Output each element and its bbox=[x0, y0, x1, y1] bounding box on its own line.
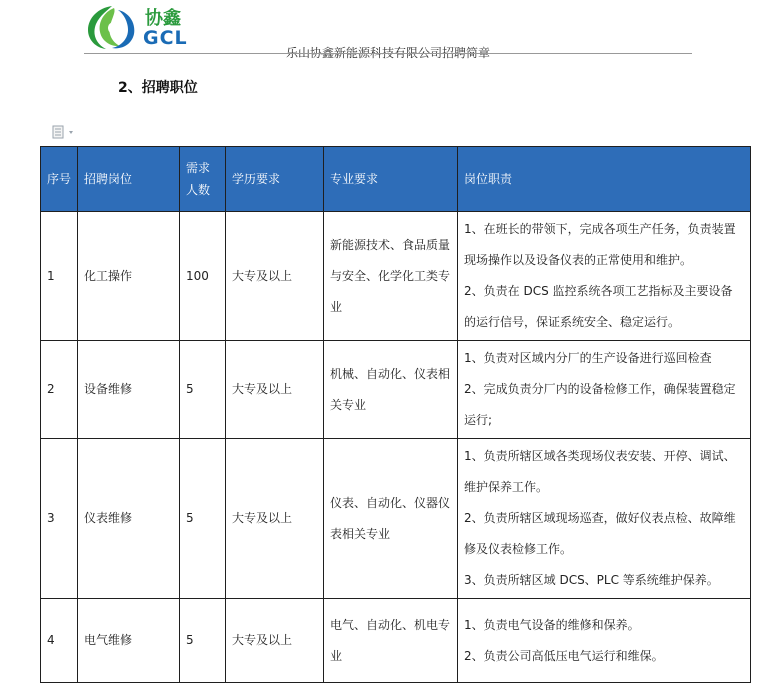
duty-line: 1、负责所辖区域各类现场仪表安装、开停、调试、维护保养工作。 bbox=[464, 449, 736, 494]
header-divider bbox=[84, 53, 692, 54]
table-header-row bbox=[41, 147, 751, 212]
table-row bbox=[41, 212, 751, 341]
row-count: 5 bbox=[180, 341, 226, 439]
row-position: 设备维修 bbox=[78, 341, 180, 439]
table-row bbox=[41, 341, 751, 439]
table-row bbox=[41, 439, 751, 599]
logo-chinese-text: 协鑫 bbox=[145, 8, 181, 29]
duty-line: 1、负责电气设备的维修和保养。 bbox=[464, 617, 640, 632]
row-education: 大专及以上 bbox=[226, 341, 324, 439]
row-no: 3 bbox=[41, 439, 78, 599]
row-education: 大专及以上 bbox=[226, 599, 324, 683]
row-duties bbox=[458, 599, 751, 683]
duty-line: 1、负责对区域内分厂的生产设备进行巡回检查 bbox=[464, 351, 712, 365]
row-duties bbox=[458, 341, 751, 439]
col-header-no: 序号 bbox=[41, 147, 78, 212]
row-duties bbox=[458, 212, 751, 341]
row-no: 2 bbox=[41, 341, 78, 439]
document-header-title: 乐山协鑫新能源科技有限公司招聘简章 bbox=[285, 46, 490, 60]
paste-options-icon[interactable] bbox=[52, 125, 82, 139]
row-education: 大专及以上 bbox=[226, 439, 324, 599]
job-positions-table bbox=[40, 146, 751, 683]
col-header-position: 招聘岗位 bbox=[78, 147, 180, 212]
table-row bbox=[41, 599, 751, 683]
row-no: 4 bbox=[41, 599, 78, 683]
row-count: 5 bbox=[180, 599, 226, 683]
row-position: 化工操作 bbox=[78, 212, 180, 341]
col-header-education: 学历要求 bbox=[226, 147, 324, 212]
row-position: 仪表维修 bbox=[78, 439, 180, 599]
col-header-major: 专业要求 bbox=[324, 147, 458, 212]
row-position: 电气维修 bbox=[78, 599, 180, 683]
col-header-count: 需求人数 bbox=[180, 147, 226, 212]
row-count: 100 bbox=[180, 212, 226, 341]
row-count: 5 bbox=[180, 439, 226, 599]
duty-line: 3、负责所辖区域 DCS、PLC 等系统维护保养。 bbox=[464, 573, 719, 587]
row-major: 电气、自动化、机电专业 bbox=[324, 599, 458, 683]
duty-line: 2、负责公司高低压电气运行和维保。 bbox=[464, 648, 664, 663]
row-major: 新能源技术、食品质量与安全、化学化工类专业 bbox=[324, 212, 458, 341]
row-major: 机械、自动化、仪表相关专业 bbox=[324, 341, 458, 439]
logo-english-text: GCL bbox=[143, 27, 188, 49]
duty-line: 2、完成负责分厂内的设备检修工作，确保装置稳定运行; bbox=[464, 382, 736, 427]
row-no: 1 bbox=[41, 212, 78, 341]
row-education: 大专及以上 bbox=[226, 212, 324, 341]
row-major: 仪表、自动化、仪器仪表相关专业 bbox=[324, 439, 458, 599]
section-title: 2、招聘职位 bbox=[118, 80, 198, 96]
col-header-duties: 岗位职责 bbox=[458, 147, 751, 212]
duty-line: 2、负责在 DCS 监控系统各项工艺指标及主要设备的运行信号，保证系统安全、稳定运行。 bbox=[464, 284, 733, 329]
row-duties bbox=[458, 439, 751, 599]
duty-line: 1、在班长的带领下，完成各项生产任务，负责装置现场操作以及设备仪表的正常使用和维护。 bbox=[464, 222, 736, 267]
duty-line: 2、负责所辖区域现场巡查，做好仪表点检、故障维修及仪表检修工作。 bbox=[464, 511, 736, 556]
